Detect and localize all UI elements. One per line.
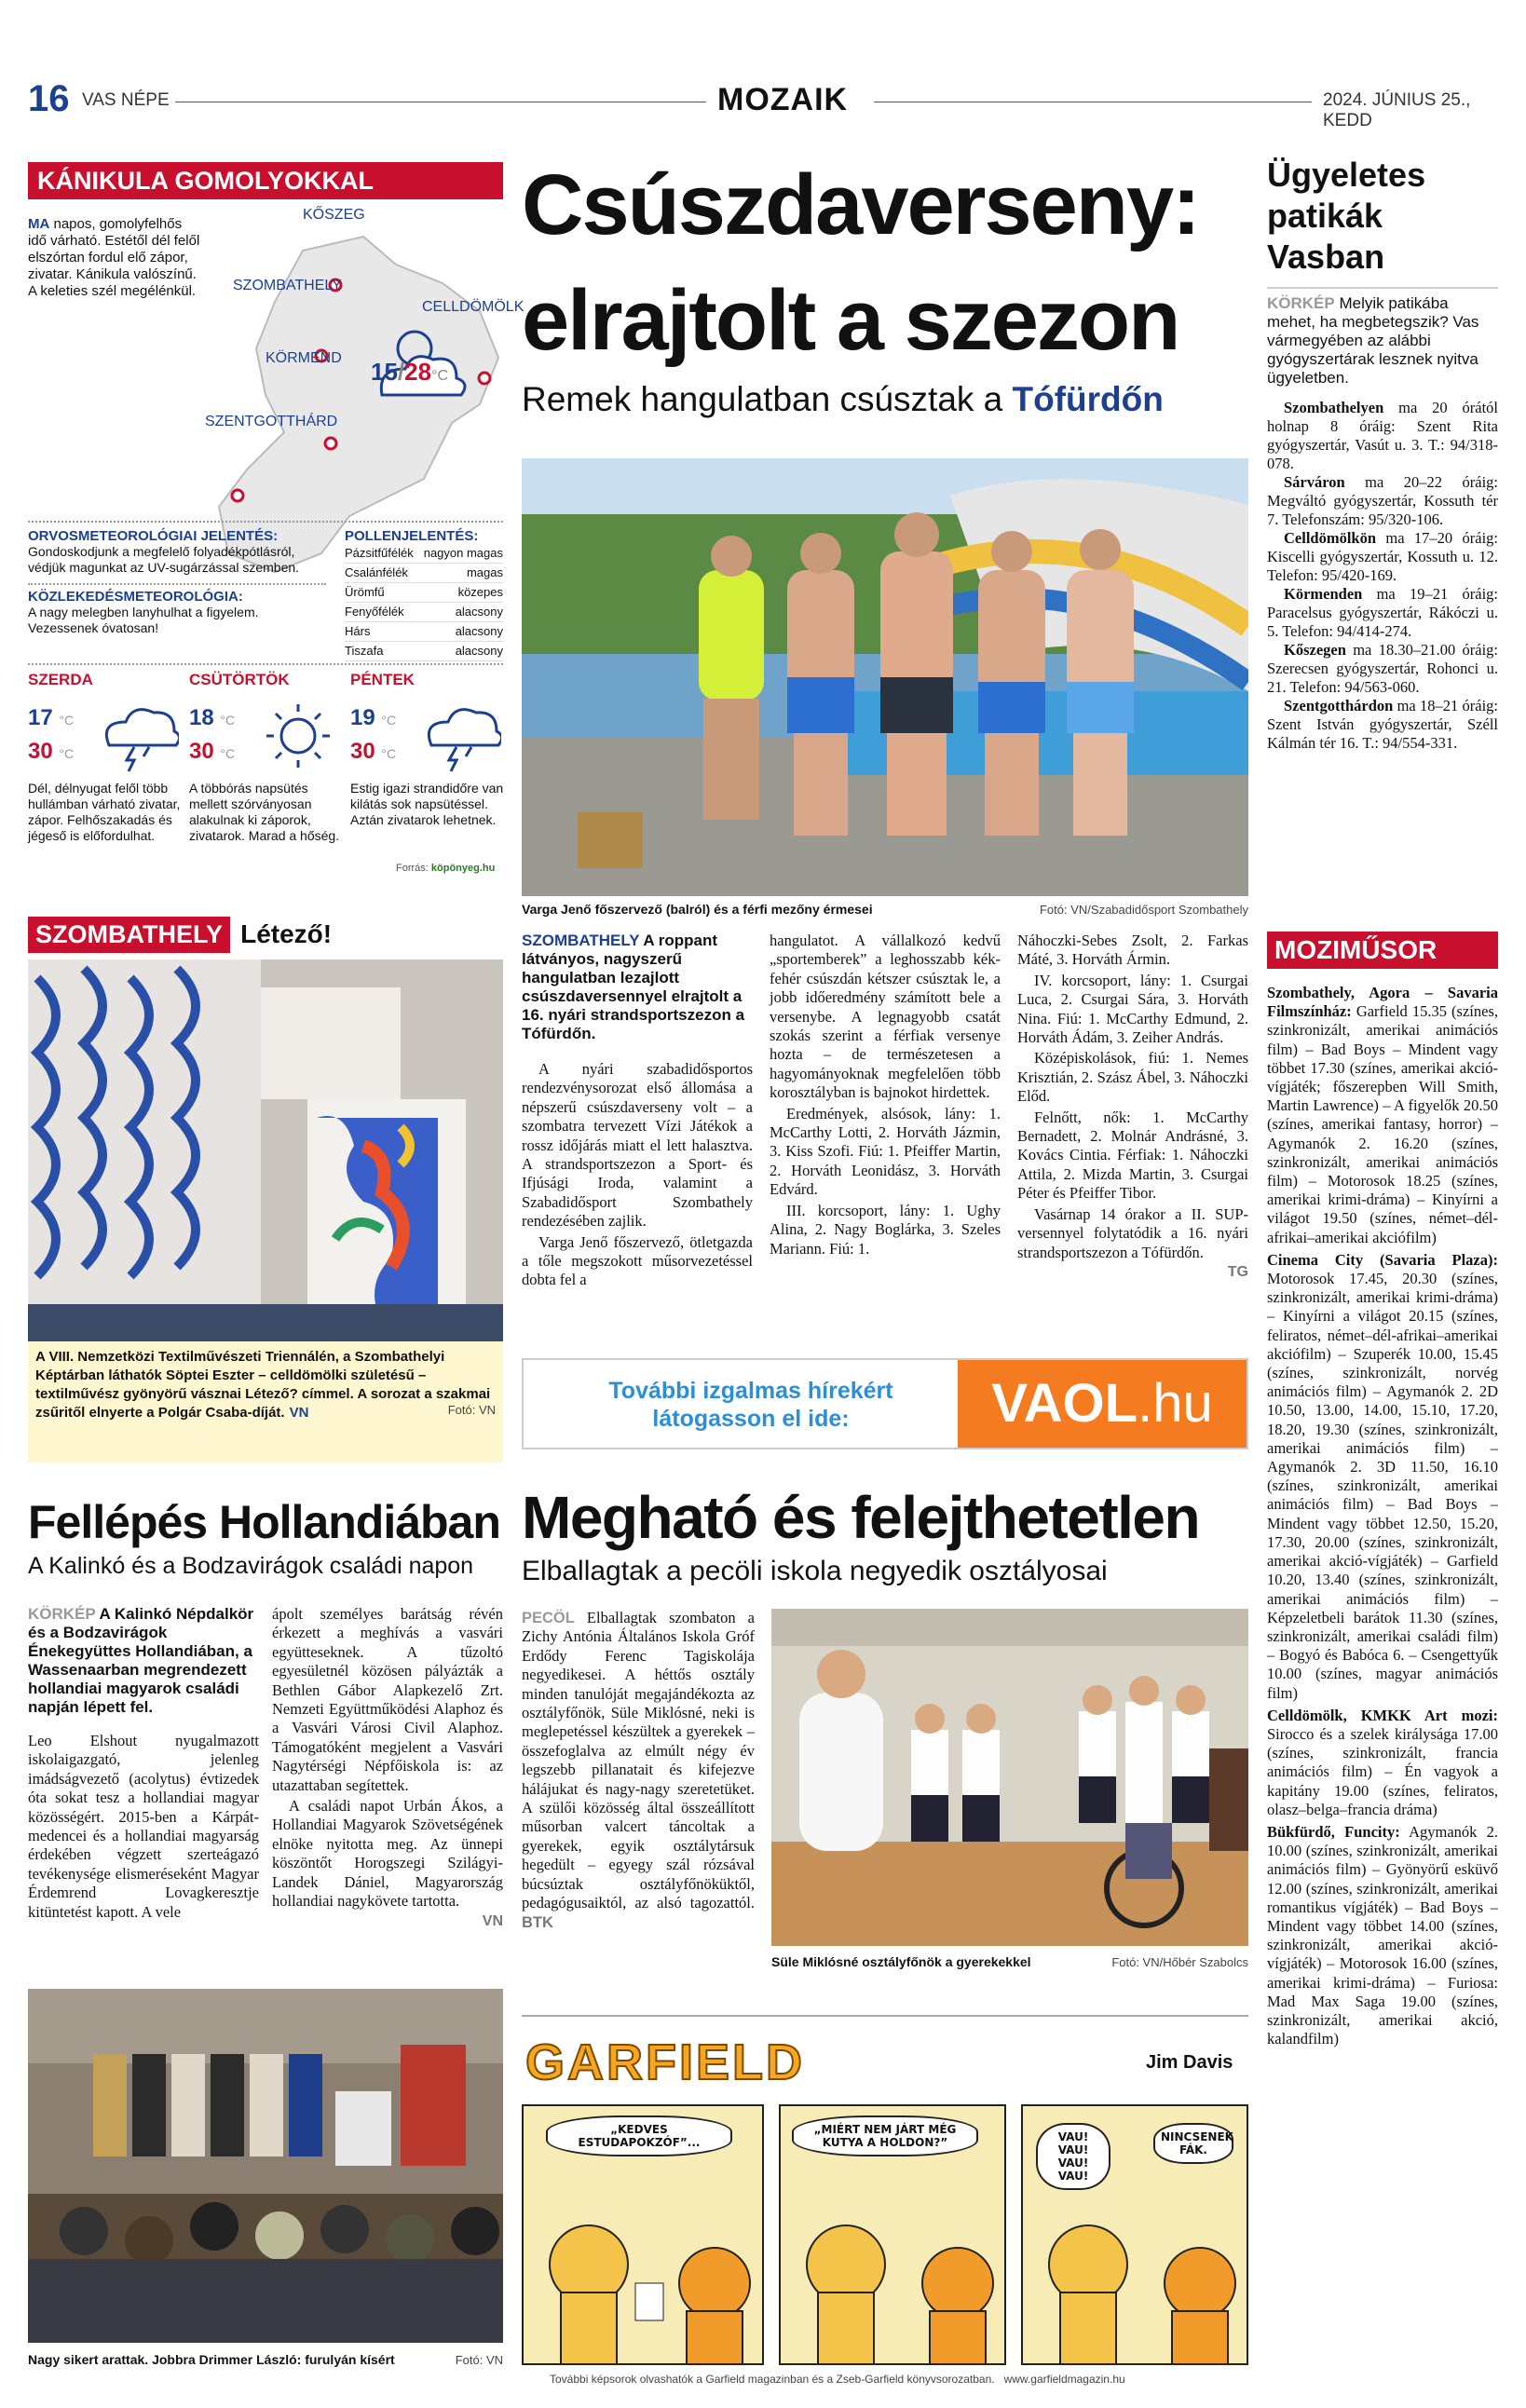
weather-today-text: napos, gomolyfelhős idő várható. Estétől dél felől elszórtan fordul elő zápor, zivatar. Kánikula valószínű. A keleties szél megélénkül. <box>28 216 200 299</box>
main-headline-1: Csúszdaverseny: <box>522 157 1199 252</box>
source-logo: köpönyeg.hu <box>430 863 496 874</box>
thunderstorm-icon <box>95 699 179 777</box>
map-label-kormend: KÖRMEND <box>266 350 342 366</box>
holland-article <box>28 1495 503 2380</box>
forecast-row <box>28 671 503 876</box>
pharmacy-title-2: patikák <box>1267 197 1383 235</box>
weather-source <box>396 861 495 877</box>
pollen-level: közepes <box>457 585 503 599</box>
jon-and-garfield-1 <box>524 2181 764 2365</box>
main-paragraph: A nyári szabadidősportos rendezvénysorozat első állomása a népszerű csúszdaverseny volt – a szombatra tervezett Vízi Játékok a rossz időjárás miatt el lett halasztva. A strandsportszezon a Sport- és Ifjúsági Iroda, valamint a Szabadidősport Szombathely rendezésében zajlik. <box>522 1060 753 1231</box>
pollen-name: Fenyőfélék <box>345 605 404 619</box>
slide-race-photo <box>522 458 1248 896</box>
comic-panel-2 <box>779 2104 1006 2365</box>
pharmacy-details: ma 19–21 óráig: Paracelsus gyógyszertár, Rákóczi u. 5. Telefon: 94/414-274. <box>1267 585 1498 640</box>
panel-3-bubble-odie: VAU! VAU! VAU! VAU! <box>1036 2123 1110 2190</box>
movie-entry <box>1267 1707 1498 1819</box>
pharmacy-item <box>1267 585 1498 641</box>
forecast-unit: °C <box>220 713 236 728</box>
movie-listing: Motorosok 17.45, 20.30 (színes, szinkronizált, amerikai krimi-dráma) – Kinyírni a világot 20.15 (színes, feliratos, német–dél-afrikai–amerikai akciófilm) – Szuperék 10.00, 15.45 (színes, szinkronizált, norvég animációs film) – Agymanók 2. 2D 10.50, 13.00, 14.00, 15.10, 17.20, 18.20, 19.30 (színes, szinkronizált, amerikai animációs film) – Agymanók 2. 3D 11.50, 16.10 (színes, szinkronizált, amerikai animációs film) – Bad Boys – Mindent vagy többet 12.50, 15.20, 17.30, 20.00 (színes, szinkronizált, amerikai akció-vígjáték) – Garfield 10.20, 13.40 (színes, szinkronizált, amerikai animációs film) – Képzeletbeli barátok 11.30 (színes, szinkronizált, amerikai családi film) – Bogyó és Babóca 6. – Csengettyűk 10.00 (színes, magyar animációs film) <box>1267 1270 1498 1702</box>
pharmacy-lead <box>1267 294 1498 388</box>
movie-entry <box>1267 984 1498 1247</box>
holland-lead <box>28 1605 259 1717</box>
pollen-list <box>345 544 503 661</box>
banner-brand[interactable] <box>958 1360 1247 1448</box>
pharmacy-city: Celldömölkön <box>1284 529 1377 547</box>
holland-col-2 <box>272 1605 503 1930</box>
main-sig: TG <box>1227 1263 1248 1280</box>
main-paragraph: Felnőtt, nők: 1. McCarthy Bernadett, 2. Molnár Andrásné, 3. Kovács Cintia. Férfiak: 1. Náhoczki Attila, 2. Mizda Martin, 3. Csurgai Péter és Pfeiffer Tibor. <box>1017 1108 1248 1203</box>
weather-box <box>28 162 525 879</box>
letezo-sig: VN <box>289 1405 309 1421</box>
holland-photo <box>28 1989 503 2343</box>
banner-line-2: látogasson el ide: <box>652 1406 850 1432</box>
weather-today <box>28 216 200 300</box>
pecol-body: Elballagtak szombaton a Zichy Antónia Általános Iskola Gróf Erdődy Ferenc Tagiskolája negyedikesei. A héttős osztály minden tanulóját megajándékozta az osztályfőnök, Süle Miklósné, neki is meglepetéssel készültek a gyerekek – összefoglalva az elmúlt négy év legszebb pillanatait és kifejezve hálájukat és nagy-nagy szeretetüket. A szülői közösség által összeállított műsorban valcert táncoltak a gyerekek, egyik osztálytársuk hegedült – egyegy szál rózsával búcsúztak osztályfőnöküktől, pedagógusaiktól, az alsó tagozattól. <box>522 1609 755 1912</box>
medical-report <box>28 528 326 636</box>
forecast-max: 30 <box>350 739 375 764</box>
pollen-name: Ürömfű <box>345 585 385 599</box>
source-label: Forrás: <box>396 863 429 874</box>
pecol-headline: Megható és felejthetetlen <box>522 1484 1200 1551</box>
pollen-level: alacsony <box>455 624 503 638</box>
pharmacy-item <box>1267 473 1498 529</box>
letezo-title: Létező! <box>240 919 333 948</box>
main-paragraph: Náhoczki-Sebes Zsolt, 2. Farkas Máté, 3. Horváth Ármin. <box>1017 932 1248 969</box>
movie-entry <box>1267 1251 1498 1703</box>
main-lead <box>522 932 753 1043</box>
medical-title: ORVOSMETEOROLÓGIAI JELENTÉS: <box>28 528 279 544</box>
holland-credit: Fotó: VN <box>455 2353 503 2367</box>
pharmacy-title-1: Ügyeletes <box>1267 156 1426 194</box>
pharmacy-city: Körmenden <box>1284 585 1363 603</box>
pollen-title: POLLENJELENTÉS: <box>345 528 479 544</box>
sun-icon <box>256 699 340 777</box>
pharmacy-details: ma 20–22 óráig: Megváltó gyógyszertár, Kossuth tér 7. Telefonszám: 95/320-106. <box>1267 473 1498 528</box>
main-paragraph: Vasárnap 14 órakor a II. SUP-versennyel folytatódik a 16. nyári strandsportszezon a Tófürdőn. <box>1017 1204 1248 1261</box>
holland-lead-tag: KÖRKÉP <box>28 1605 96 1623</box>
holland-caption <box>28 2352 503 2368</box>
weather-today-lead: MA <box>28 216 50 232</box>
map-label-szombathely: SZOMBATHELY <box>233 278 342 293</box>
pollen-row <box>345 622 503 642</box>
forecast-day <box>350 671 504 876</box>
main-paragraph: III. korcsoport, lány: 1. Ughy Alina, 2. Nagy Boglárka, 3. Szeles Mariann. Fiú: 1. <box>770 1201 1001 1258</box>
panel-2-bubble: „MIÉRT NEM JÁRT MÉG KUTYA A HOLDON?” <box>792 2116 978 2156</box>
holland-col-1 <box>28 1605 259 1924</box>
pharmacy-city: Szentgotthárdon <box>1284 697 1394 714</box>
map-label-celldomolk: CELLDÖMÖLK <box>422 299 525 315</box>
pharmacy-item <box>1267 697 1498 753</box>
holland-caption-text: Nagy sikert arattak. Jobbra Drimmer László: furulyán kísért <box>28 2352 395 2367</box>
main-lead-tag: SZOMBATHELY <box>522 932 640 949</box>
pharmacy-city: Szombathelyen <box>1284 399 1384 416</box>
forecast-min: 18 <box>189 705 214 730</box>
vaol-banner[interactable] <box>522 1358 1248 1449</box>
map-label-szentgotthard: SZENTGOTTHÁRD <box>205 414 338 429</box>
main-col-1 <box>522 932 753 1292</box>
main-photo-caption-text: Varga Jenő főszervező (balról) és a férfi mezőny érmesei <box>522 902 873 917</box>
main-article <box>522 158 1248 1351</box>
pollen-level: nagyon magas <box>423 546 503 560</box>
pecol-sig: BTK <box>522 1913 553 1931</box>
movie-box <box>1267 932 1498 2385</box>
banner-brand-name: VAOL <box>991 1373 1138 1434</box>
pollen-report <box>345 528 503 661</box>
main-subtitle-text: Remek hangulatban csúsztak a <box>522 380 1013 418</box>
city-dot-kormend <box>325 438 336 449</box>
holland-headline: Fellépés Hollandiában <box>28 1496 500 1548</box>
letezo-city-tag: SZOMBATHELY <box>28 917 230 953</box>
letezo-box <box>28 917 503 1466</box>
pollen-row <box>345 642 503 661</box>
pecol-photo <box>771 1609 1248 1946</box>
main-lead-text: A roppant látványos, nagyszerű hangulatban lezajlott csúszdaversennyel elrajtolt a 16. nyári strandsportszezon a Tófürdőn. <box>522 932 745 1042</box>
comic-author: Jim Davis <box>1146 2052 1233 2073</box>
weather-title: KÁNIKULA GOMOLYOKKAL <box>28 162 503 199</box>
forecast-max: 30 <box>189 739 214 764</box>
pharmacy-details: ma 18.30–21.00 óráig: Szerecsen gyógyszertár, Rohonci u. 21. Telefon: 94/563-060. <box>1267 641 1498 696</box>
pollen-level: alacsony <box>455 644 503 658</box>
map-label-koszeg: KŐSZEG <box>303 207 365 223</box>
holland-paragraph: A családi napot Urbán Ákos, a Hollandiai Magyarok Szövetségének elnöke nyitotta meg. Az ünnepi köszöntőt Horogszegi Szilágyi-Landek Dániel, Magyarország hollandiai nagykövete tartotta. <box>272 1797 503 1911</box>
medical-text: Gondoskodjunk a megfelelő folyadékpótlásról, védjük magunkat az UV-sugárzással szemben. <box>28 544 300 575</box>
pharmacy-details: ma 18–21 óráig: Szent István gyógyszertár, Széll Kálmán tér 16. T.: 94/554-331. <box>1267 697 1498 752</box>
movie-listing: Agymanók 2. 10.00 (színes, szinkronizált, amerikai animációs film) – Gyönyörű esküvő 12.00 (színes, szinkronizált, amerikai romantikus vígjáték) – Bad Boys – Mindent vagy többet 14.00 (színes, szinkronizált, amerikai akció-vígjáték) – Motorosok 16.00 (színes, amerikai krimi-dráma) – Furiosa: Mad Max Saga 19.00 (színes, szinkronizált, amerikai akció, kalandfilm) <box>1267 1822 1499 2048</box>
movie-venue: Cinema City (Savaria Plaza): <box>1267 1250 1498 1269</box>
pharmacy-details: ma 17–20 óráig: Kiscelli gyógyszertár, Kossuth u. 12. Telefon: 95/420-169. <box>1267 529 1498 584</box>
forecast-text: A többórás napsütés mellett szórványosan alakulnak ki záporok, zivatarok. Marad a hőség. <box>189 781 340 843</box>
thunderstorm-icon <box>417 699 501 777</box>
main-paragraph: Középiskolások, fiú: 1. Nemes Krisztián, 2. Szász Ábel, 3. Náhoczki Előd. <box>1017 1049 1248 1106</box>
movie-venue: Bükfürdő, Funcity: <box>1267 1822 1400 1841</box>
forecast-day <box>189 671 343 876</box>
pharmacy-city: Kőszegen <box>1284 641 1346 659</box>
movie-venue: Celldömölk, KMKK Art mozi: <box>1267 1706 1498 1724</box>
pharmacy-lead-tag: KÖRKÉP <box>1267 294 1335 312</box>
main-col-3 <box>1017 932 1248 1281</box>
main-paragraph: IV. korcsoport, lány: 1. Csurgai Luca, 2. Csurgai Sára, 3. Horváth Nina. Fiú: 1. McCarthy Edmund, 2. Horváth Ádám, 3. Zeiher András. <box>1017 971 1248 1047</box>
comic-panel-3 <box>1021 2104 1248 2365</box>
pecol-lead-tag: PECÖL <box>522 1610 575 1626</box>
page-number: 16 <box>28 78 70 119</box>
comic-footer: További képsorok olvashatók a Garfield magazinban és a Zseb-Garfield könyvsorozatban. www.garfieldmagazin.hu <box>550 2373 1125 2386</box>
main-headline-2: elrajtolt a szezon <box>522 273 1179 368</box>
forecast-unit: °C <box>220 746 236 761</box>
pollen-row <box>345 583 503 603</box>
pharmacy-item <box>1267 529 1498 585</box>
letezo-credit: Fotó: VN <box>447 1403 496 1417</box>
forecast-day-name: CSÜTÖRTÖK <box>189 671 290 688</box>
pecol-col <box>522 1609 755 1934</box>
holland-paragraph: Leo Elshout nyugalmazott iskolaigazgató, jelenleg imádságvezető (acolytus) évtizedek óta sokat tesz a hollandiai magyar közösségért. 2015-ben a Kárpát-medencei és a hollandiai magyarság érdekében végzett szerteágazó tevékenysége elismeréseként Magyar Érdemrend Lovagkeresztje kitüntetést kapott. A vele <box>28 1732 259 1921</box>
jon-and-garfield-2 <box>781 2181 1006 2365</box>
letezo-caption: A VIII. Nemzetközi Textilművészeti Triennálén, a Szombathelyi Képtárban láthatók Söptei Eszter – celldömölki születésű – textilművész gyönyörű vásznai Létező? címmel. A sorozat a szakmai zsűritől elnyerte a Polgár Csaba-díját. <box>35 1349 491 1421</box>
pharmacy-list <box>1267 399 1498 753</box>
panel-1-bubble: „KEDVES ESTUDAPOKZÓF”... <box>546 2116 732 2156</box>
forecast-unit: °C <box>381 713 397 728</box>
main-subtitle <box>522 380 1164 419</box>
letezo-header <box>28 917 503 954</box>
main-paragraph: hangulatot. A vállalkozó kedvű „sportemberek” a leghosszabb kék-fehér csúszdán kétszer csúsztak le, a jobb időeredmény számított bele a versenybe. A legnagyobb csatát szokás szerint a férfiak versenye hozta – de természetesen a hagyományoknak megfelelően több korosztályban is bajnokot hirdettek. <box>770 932 1001 1102</box>
forecast-text: Estig igazi strandidőre van kilátás sok napsütéssel. Aztán zivatarok lehetnek. <box>350 781 504 827</box>
forecast-day-name: PÉNTEK <box>350 671 415 688</box>
pharmacy-box <box>1267 155 1498 928</box>
header-date: 2024. JÚNIUS 25., KEDD <box>1323 90 1471 130</box>
map-temperature: 15/28°C <box>371 358 449 386</box>
pollen-row <box>345 603 503 622</box>
pecol-subtitle: Elballagtak a pecöli iskola negyedik osztályosai <box>522 1556 1108 1586</box>
pollen-level: alacsony <box>455 605 503 619</box>
forecast-day <box>28 671 182 876</box>
pollen-name: Csalánfélék <box>345 565 408 579</box>
banner-text <box>546 1377 956 1433</box>
pharmacy-city: Sárváron <box>1284 473 1345 491</box>
letezo-photo <box>28 959 503 1341</box>
map-temp-low: 15 <box>371 358 398 386</box>
forecast-text: Dél, délnyugat felől több hullámban várható zivatar, zápor. Felhőszakadás és jégeső is előfordulhat. <box>28 781 181 843</box>
pharmacy-details: ma 20 órától holnap 8 óráig: Szent Rita gyógyszertár, Vasút u. 3. T.: 94/318-078. <box>1267 399 1498 472</box>
forecast-max: 30 <box>28 739 53 764</box>
forecast-unit: °C <box>59 713 75 728</box>
holland-lead-text: A Kalinkó Népdalkör és a Bodzavirágok Énekegyüttes Hollandiában, a Wassenaarban megrendezett hollandiai magyarok családi napján lépett fel. <box>28 1605 254 1716</box>
main-photo-caption <box>522 902 1248 918</box>
movie-venue: Szombathely, Agora – Savaria Filmszínház: <box>1267 984 1498 1021</box>
forecast-min: 17 <box>28 705 53 730</box>
garfield-comic <box>522 2015 1248 2388</box>
pollen-level: magas <box>466 565 503 579</box>
paper-name: VAS NÉPE <box>82 90 170 110</box>
pecol-caption <box>771 1954 1248 1970</box>
pollen-row <box>345 564 503 583</box>
pharmacy-item <box>1267 399 1498 473</box>
city-dot-szentgotthard <box>232 490 243 501</box>
garfield-logo: GARFIELD <box>525 2034 805 2090</box>
banner-brand-suffix: .hu <box>1138 1373 1213 1434</box>
section-title: MOZAIK <box>717 82 849 117</box>
pecol-article <box>522 1483 1248 2005</box>
banner-line-1: További izgalmas hírekért <box>608 1378 893 1404</box>
forecast-unit: °C <box>381 746 397 761</box>
main-subtitle-highlight: Tófürdőn <box>1012 380 1164 418</box>
panel-3-bubble-garfield: NINCSENEK FÁK. <box>1153 2123 1233 2164</box>
forecast-min: 19 <box>350 705 375 730</box>
pollen-row <box>345 544 503 564</box>
holland-paragraph: ápolt személyes barátság révén érkezett a meghívás a vasvári együtteseknek. A tűzoltó egyesületnél közösen pályázták a Bethlen Gábor Alapkezelő Zrt. Nemzeti Együttműködési Alaphoz és a Vasvári Városi Civil Alaphoz. Támogatóként megjelent a Vasvári Nagytérségi Népfőiskola is: az utazattaban segítettek. <box>272 1605 503 1794</box>
forecast-rule <box>28 663 503 665</box>
pecol-credit: Fotó: VN/Hőbér Szabolcs <box>1111 1955 1248 1969</box>
pharmacy-title-3: Vasban <box>1267 238 1385 276</box>
traffic-title: KÖZLEKEDÉSMETEOROLÓGIA: <box>28 583 326 605</box>
pecol-caption-text: Süle Miklósné osztályfőnök a gyerekekkel <box>771 1954 1031 1969</box>
forecast-unit: °C <box>59 746 75 761</box>
pharmacy-title <box>1267 155 1498 278</box>
movie-entry <box>1267 1823 1498 2048</box>
movie-title: MOZIMŰSOR <box>1267 932 1498 969</box>
map-temp-high: 28 <box>404 358 432 386</box>
main-photo-credit: Fotó: VN/Szabadidősport Szombathely <box>1039 903 1248 917</box>
movie-list <box>1267 984 1498 2048</box>
page-header <box>28 78 1498 130</box>
pharmacy-lead-text: Melyik patikába mehet, ha megbetegszik? Vas vármegyében az alábbi gyógyszertárak lesznek nyitva ügyeletben. <box>1267 294 1479 387</box>
pollen-name: Tiszafa <box>345 644 384 658</box>
pollen-name: Pázsitfűfélék <box>345 546 414 560</box>
movie-listing: Sirocco és a szelek királysága 17.00 (színes, szinkronizált, francia animációs film) – Én vagyok a kapitány 19.00 (színes, feliratos, olasz–belga–francia dráma) <box>1267 1724 1498 1818</box>
comic-panel-1 <box>522 2104 764 2365</box>
map-temp-unit: °C <box>431 368 449 384</box>
holland-sig: VN <box>482 1912 503 1929</box>
pharmacy-item <box>1267 641 1498 697</box>
holland-subtitle: A Kalinkó és a Bodzavirágok családi napon <box>28 1553 474 1579</box>
main-paragraph: Varga Jenő főszervező, ötletgazda a tőle megszokott műsorvezetéssel dobta fel a <box>522 1232 753 1289</box>
weather-reports-rule <box>28 521 503 523</box>
letezo-caption-box <box>28 1341 503 1462</box>
pollen-name: Hárs <box>345 624 371 638</box>
city-dot-celldomolk <box>479 373 490 384</box>
pecol-text <box>522 1609 755 1932</box>
forecast-day-name: SZERDA <box>28 671 93 688</box>
movie-listing: Garfield 15.35 (színes, szinkronizált, amerikai animációs film) – Bad Boys – Mindent vagy többet 17.30 (színes, amerikai akció-vígjáték; főszerepben Will Smith, Martin Lawrence) – A figyelők 20.50 (színes, amerikai fantasy, horror) – Agymanók 2. 16.20 (színes, szinkronizált, amerikai animációs film) – Motorosok 18.25 (színes, amerikai krimi-dráma) – Kinyírni a világot 19.50 (színes, német–dél-afrikai–amerikai akciófilm) <box>1267 1002 1498 1246</box>
odie-and-garfield-3 <box>1023 2181 1248 2365</box>
main-col-2 <box>770 932 1001 1260</box>
traffic-text: A nagy melegben lanyhulhat a figyelem. Vezessenek óvatosan! <box>28 605 259 635</box>
main-paragraph: Eredmények, alsósok, lány: 1. McCarthy Lotti, 2. Horváth Jázmin, 3. Kiss Szofi. Fiú: 1. Pfeiffer Martin, 2. Horváth Leonidász, 3. Horváth Edvárd. <box>770 1104 1001 1199</box>
